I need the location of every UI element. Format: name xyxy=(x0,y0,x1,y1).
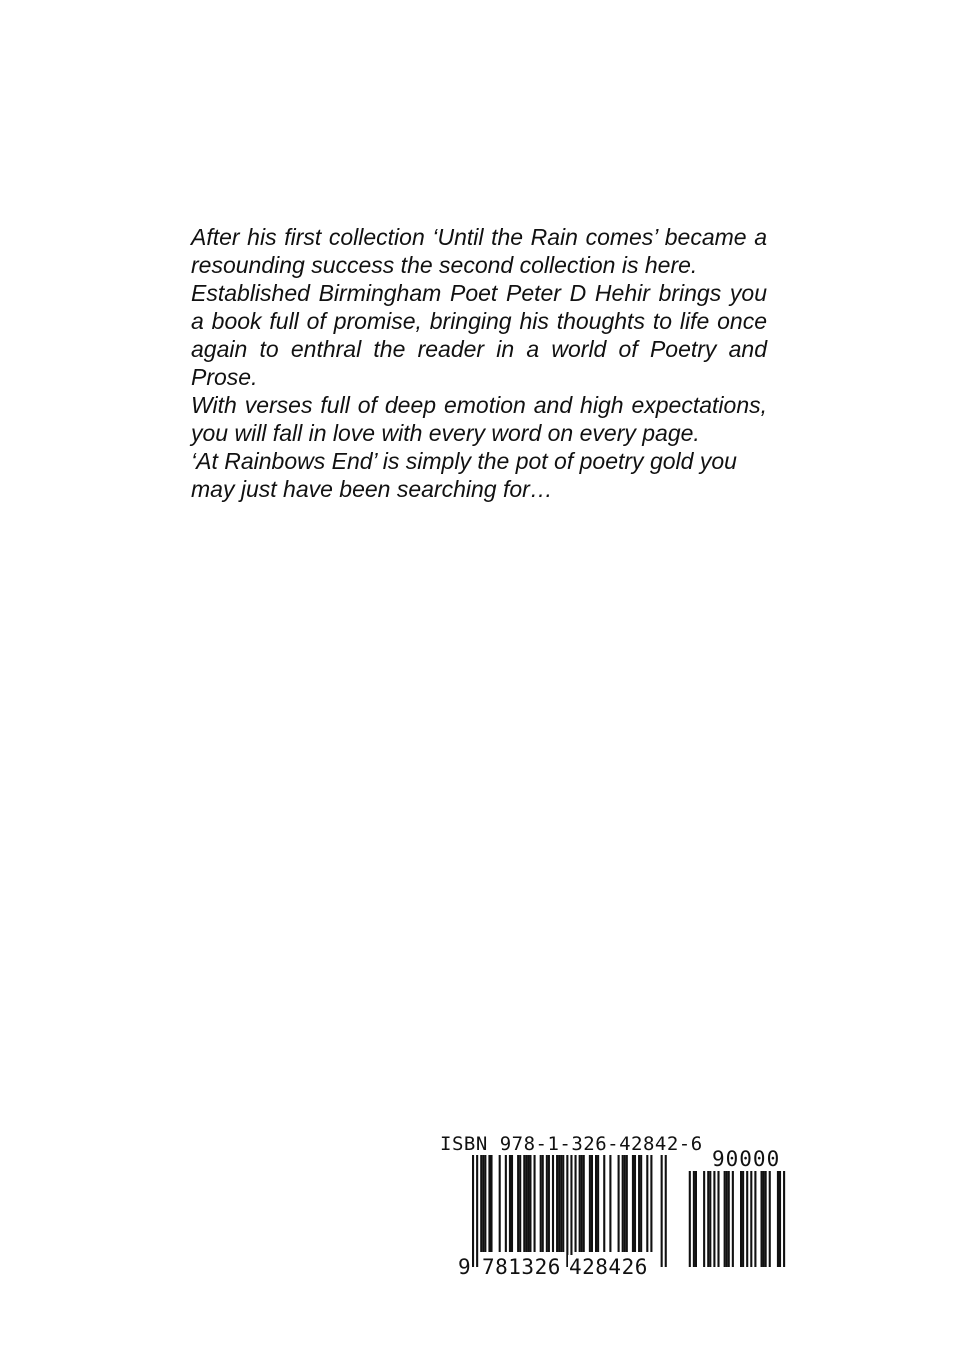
barcode-bar xyxy=(566,1155,568,1267)
barcode-bar xyxy=(581,1155,583,1252)
barcode-bar xyxy=(665,1155,667,1267)
barcode-bar xyxy=(609,1155,611,1252)
barcode-addon-bar xyxy=(761,1171,763,1267)
blurb-paragraph-1: After his first collection ‘Until the Rain comes’ became a resounding success the second collection is here. xyxy=(191,224,767,278)
barcode-addon-bar xyxy=(713,1171,715,1267)
barcode-addon-bar xyxy=(707,1171,709,1267)
back-cover-blurb xyxy=(191,223,767,503)
barcode-bar xyxy=(560,1155,562,1252)
blurb-paragraph-2: Established Birmingham Poet Peter D Hehir brings you a book full of promise, bringing his thoughts to life once again to enthral the reader in a world of Poetry and Prose. xyxy=(191,280,767,390)
barcode-bar xyxy=(525,1155,527,1252)
barcode-bar xyxy=(562,1155,564,1252)
barcode-bar xyxy=(519,1155,521,1252)
barcode-addon-bar xyxy=(740,1171,742,1267)
barcode-bar xyxy=(589,1155,591,1252)
barcode-bar xyxy=(542,1155,544,1252)
barcode-bar xyxy=(517,1155,519,1252)
barcode-bar xyxy=(622,1155,624,1252)
barcode-addon-bar xyxy=(695,1171,697,1267)
barcode-bar xyxy=(638,1155,640,1252)
barcode-bar xyxy=(575,1155,577,1252)
barcode-bar xyxy=(505,1155,507,1252)
barcode-bar xyxy=(570,1155,572,1267)
barcode-first-digit: 9 xyxy=(458,1255,471,1279)
barcode-addon-bar xyxy=(769,1171,771,1267)
barcode-bar xyxy=(556,1155,558,1252)
barcode-bar xyxy=(488,1155,490,1252)
barcode-bar xyxy=(472,1155,474,1267)
barcode-left-digits: 781326 xyxy=(482,1255,561,1279)
barcode-addon-bar xyxy=(693,1171,695,1267)
barcode-bar xyxy=(527,1155,529,1252)
barcode-bar xyxy=(523,1155,525,1252)
barcode-addon-bar xyxy=(783,1171,785,1267)
barcode-bar xyxy=(626,1155,628,1252)
barcode-bar xyxy=(583,1155,585,1252)
barcode-addon-bar xyxy=(777,1171,779,1267)
barcode-bar xyxy=(579,1155,581,1252)
barcode-bar xyxy=(509,1155,511,1252)
barcode-bar xyxy=(646,1155,648,1252)
barcode-bar xyxy=(650,1155,652,1252)
barcode-addon-bar xyxy=(717,1171,719,1267)
barcode-right-digits: 428426 xyxy=(569,1255,648,1279)
barcode-bar xyxy=(603,1155,605,1252)
barcode-addon-bar xyxy=(732,1171,734,1267)
barcode-bar xyxy=(595,1155,597,1252)
barcode-addon-bar xyxy=(689,1171,691,1267)
barcode-addon-bar xyxy=(754,1171,756,1267)
barcode-addon-bar xyxy=(728,1171,730,1267)
barcode-bar xyxy=(499,1155,501,1252)
barcode-bar xyxy=(597,1155,599,1252)
barcode-bar xyxy=(490,1155,492,1252)
barcode-addon-bar xyxy=(750,1171,752,1267)
barcode-bar xyxy=(480,1155,482,1252)
barcode-addon-bar xyxy=(742,1171,744,1267)
isbn-barcode xyxy=(430,1133,800,1293)
barcode-addon-bar xyxy=(765,1171,767,1267)
blurb-paragraph-3: With verses full of deep emotion and high expectations, you will fall in love with every word on every page. xyxy=(191,392,767,446)
barcode-bar xyxy=(476,1155,478,1267)
barcode-addon-bar xyxy=(726,1171,728,1267)
barcode-addon-bar xyxy=(724,1171,726,1267)
barcode-bar xyxy=(558,1155,560,1252)
barcode-bar xyxy=(640,1155,642,1252)
barcode-bar xyxy=(634,1155,636,1252)
barcode-bar xyxy=(591,1155,593,1252)
barcode-bar xyxy=(482,1155,484,1252)
barcode-addon-bar xyxy=(763,1171,765,1267)
barcode-addon-bar xyxy=(746,1171,748,1267)
barcode-bar xyxy=(552,1155,554,1252)
barcode-bar xyxy=(624,1155,626,1252)
barcode-addon-digits: 90000 xyxy=(712,1147,781,1171)
barcode-bar xyxy=(548,1155,550,1252)
barcode-bar xyxy=(534,1155,536,1252)
barcode-bar xyxy=(661,1155,663,1267)
isbn-label: ISBN 978-1-326-42842-6 xyxy=(440,1133,703,1155)
barcode-bar xyxy=(540,1155,542,1252)
barcode-bar xyxy=(618,1155,620,1252)
barcode-bar xyxy=(529,1155,531,1252)
barcode-addon-bar xyxy=(703,1171,705,1267)
barcode-bar xyxy=(632,1155,634,1252)
barcode-addon-bar xyxy=(709,1171,711,1267)
barcode-bar xyxy=(546,1155,548,1252)
barcode-bar xyxy=(511,1155,513,1252)
barcode-bar xyxy=(484,1155,486,1252)
barcode-addon-bar xyxy=(779,1171,781,1267)
blurb-paragraph-4: ‘At Rainbows End’ is simply the pot of poetry gold you may just have been searching for… xyxy=(191,448,737,502)
